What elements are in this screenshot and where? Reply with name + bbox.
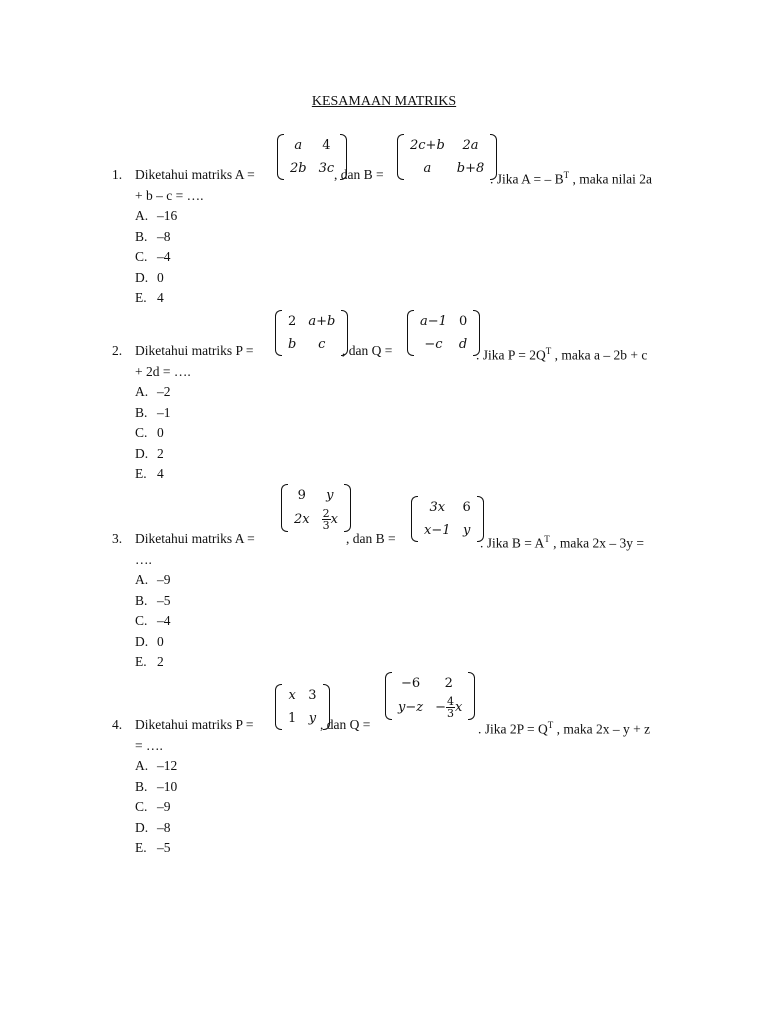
option: E. 2	[135, 654, 164, 670]
options-list	[112, 382, 684, 485]
question-2	[112, 340, 684, 485]
option: A. –9	[135, 572, 171, 587]
question-text-continued: ….	[135, 552, 152, 567]
question-4	[112, 714, 684, 859]
question-1	[112, 164, 684, 309]
option: D. 0	[135, 633, 164, 649]
option: E. 4	[135, 466, 164, 482]
option: E. 4	[135, 290, 164, 306]
question-text-continued: + 2d = ….	[135, 364, 191, 379]
question-3	[112, 528, 684, 673]
question-text-continued: = ….	[135, 738, 163, 753]
option: A. –12	[135, 758, 178, 773]
question-text-post: . Jika $B = A^T$ , maka 2x – 3y =	[480, 534, 644, 551]
question-text-pre: Diketahui matriks P =	[135, 343, 254, 358]
question-text-mid: , dan B =	[346, 531, 396, 546]
question-text-post: . Jika $P = 2Q^T$ , maka a – 2b + c	[476, 346, 648, 363]
option: E. –5	[135, 840, 171, 856]
option: B. –1	[135, 404, 171, 420]
option: C. –4	[135, 249, 171, 265]
option: B. –8	[135, 228, 171, 244]
question-text-continued: + b – c = ….	[135, 188, 204, 203]
matrix-p-q4: x 3 1 y	[275, 684, 330, 730]
matrix-a-q3: 9 y 2x $\frac{2}{3}$ x	[281, 484, 351, 532]
question-number: 4.	[112, 717, 123, 732]
option: B. –10	[135, 778, 178, 794]
question-text-mid: , dan Q =	[342, 343, 393, 358]
option: C. 0	[135, 425, 164, 441]
matrix-p-q2: 2 a+b b c	[275, 310, 348, 356]
option: C. –4	[135, 613, 171, 629]
question-text-mid: , dan B =	[334, 167, 384, 182]
question-text-pre: Diketahui matriks A =	[135, 167, 255, 182]
fraction-two-thirds: $\frac{2}{3}$	[322, 507, 330, 532]
option: D. –8	[135, 819, 171, 835]
matrix-b-q1: 2c+b 2a a b+8	[397, 134, 497, 180]
question-number: 2.	[112, 343, 123, 358]
option: D. 0	[135, 269, 164, 285]
question-text-post: . Jika $2P = Q^T$ , maka 2x – y + z	[478, 720, 651, 737]
question-text-pre: Diketahui matriks P =	[135, 717, 254, 732]
fraction-four-thirds: $\frac{4}{3}$	[447, 695, 454, 720]
option: C. –9	[135, 799, 171, 815]
question-number: 3.	[112, 531, 123, 546]
question-text-post: . Jika A = – $B^T$ , maka nilai 2a	[490, 170, 652, 187]
question-number: 1.	[112, 167, 123, 182]
option: B. –5	[135, 592, 171, 608]
option: A. –16	[135, 208, 178, 223]
page-title: KESAMAAN MATRIKS	[311, 94, 457, 109]
question-text-mid: , dan Q =	[320, 717, 371, 732]
matrix-b-q3: 3x 6 x−1 y	[411, 496, 484, 542]
option: D. 2	[135, 445, 164, 461]
matrix-a-q1: a 4 2b 3c	[277, 134, 347, 180]
matrix-q-q4: −6 2 y−z − $\frac{4}{3}$ x	[385, 672, 475, 720]
options-list	[112, 756, 684, 859]
matrix-q-q2: a−1 0 −c d	[407, 310, 480, 356]
options-list	[112, 206, 684, 309]
options-list	[112, 570, 684, 673]
option: A. –2	[135, 384, 171, 399]
question-text-pre: Diketahui matriks A =	[135, 531, 255, 546]
